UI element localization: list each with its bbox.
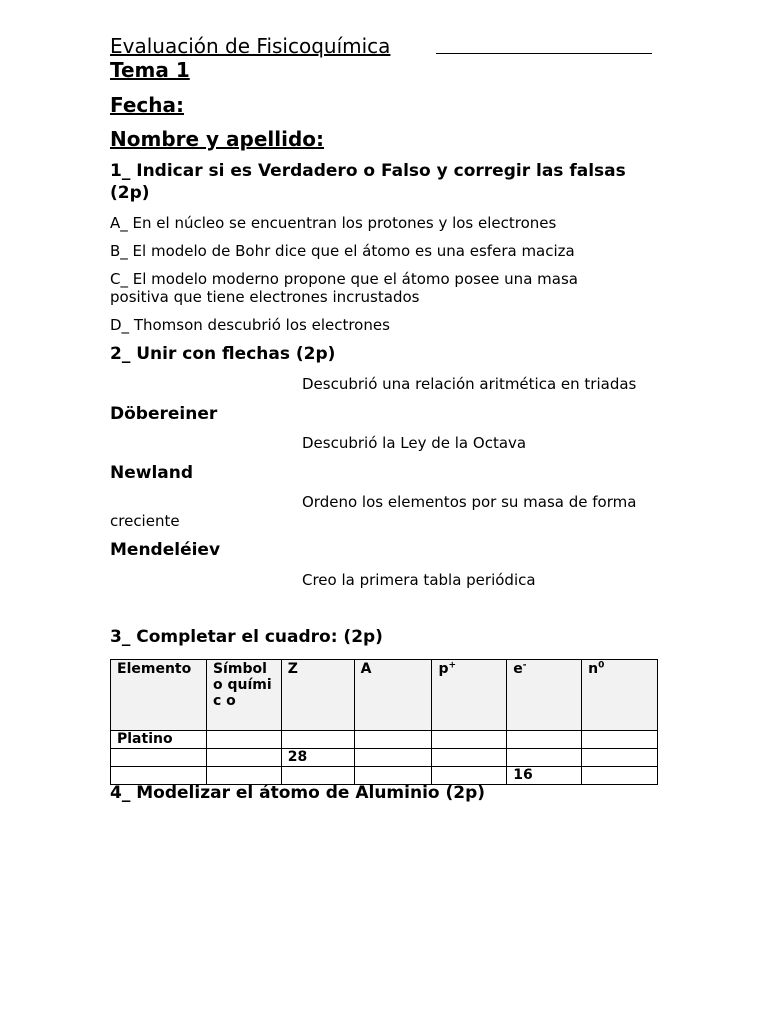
table-cell [432, 731, 507, 749]
q2-description-cont: creciente [110, 512, 180, 530]
table-cell: 28 [281, 749, 354, 767]
q3-heading: 3_ Completar el cuadro: (2p) [110, 627, 383, 647]
table-cell [206, 767, 281, 785]
table-cell [281, 767, 354, 785]
table-cell [582, 767, 658, 785]
fecha-label: Fecha: [110, 93, 185, 117]
q1-item-c-cont: positiva que tiene electrones incrustados [110, 288, 420, 306]
table-cell [206, 731, 281, 749]
title-underline-extension [436, 53, 652, 54]
table-cell: Platino [111, 731, 207, 749]
table-cell [354, 731, 432, 749]
table-header-row [111, 660, 658, 731]
q1-item-c: C_ El modelo moderno propone que el átomo posee una masa [110, 270, 578, 288]
col-header-simbolo: Símbol o químic o [206, 660, 281, 731]
tema-label: Tema 1 [110, 58, 190, 82]
col-header-a: A [354, 660, 432, 731]
q1-item-b: B_ El modelo de Bohr dice que el átomo es una esfera maciza [110, 242, 575, 260]
nombre-label: Nombre y apellido: [110, 127, 325, 151]
q2-name-dobereiner: Döbereiner [110, 404, 218, 424]
col-header-p: p+ [432, 660, 507, 731]
col-header-elemento: Elemento [111, 660, 207, 731]
element-table [110, 659, 658, 785]
col-header-e: e- [507, 660, 582, 731]
q2-description: Creo la primera tabla periódica [302, 571, 536, 589]
q2-description: Descubrió la Ley de la Octava [302, 434, 527, 452]
col-header-z: Z [281, 660, 354, 731]
table-cell [354, 767, 432, 785]
q1-heading-cont: (2p) [110, 183, 150, 203]
table-cell [111, 749, 207, 767]
table-cell [507, 749, 582, 767]
q1-item-d: D_ Thomson descubrió los electrones [110, 316, 390, 334]
table-row [111, 767, 658, 785]
table-cell [507, 731, 582, 749]
table-cell [354, 749, 432, 767]
q2-description: Descubrió una relación aritmética en triadas [302, 375, 637, 393]
table-cell: 16 [507, 767, 582, 785]
table-cell [206, 749, 281, 767]
col-header-n: $n^0$ [582, 660, 658, 731]
table-cell [111, 767, 207, 785]
q2-heading: 2_ Unir con flechas (2p) [110, 344, 336, 364]
table-row [111, 731, 658, 749]
table-cell [281, 731, 354, 749]
table-cell [432, 767, 507, 785]
table-cell [582, 749, 658, 767]
q4-heading: 4_ Modelizar el átomo de Aluminio (2p) [110, 783, 486, 803]
q2-name-mendeleiev: Mendeléiev [110, 540, 221, 560]
table-cell [432, 749, 507, 767]
exam-title: Evaluación de Fisicoquímica [110, 34, 391, 58]
q2-name-newland: Newland [110, 463, 194, 483]
q1-heading: 1_ Indicar si es Verdadero o Falso y corregir las falsas [110, 161, 626, 181]
q2-description: Ordeno los elementos por su masa de forma [302, 493, 637, 511]
q1-item-a: A_ En el núcleo se encuentran los protones y los electrones [110, 214, 557, 232]
table-row [111, 749, 658, 767]
table-cell [582, 731, 658, 749]
